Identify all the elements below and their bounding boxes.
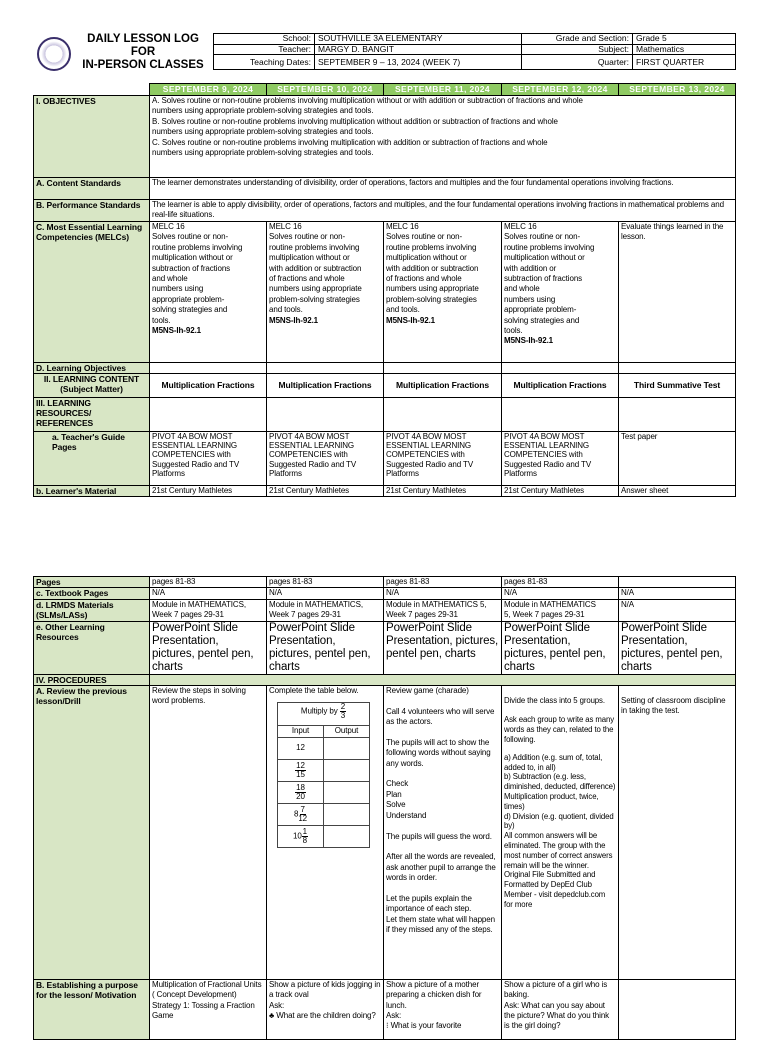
page-title	[72, 33, 214, 72]
dates-label: Teaching Dates:	[214, 55, 315, 70]
resources-label: III. LEARNING RESOURCES/ REFERENCES	[34, 398, 150, 432]
teachers-guide-day3: PIVOT 4A BOW MOST ESSENTIAL LEARNING COMPETENCIES with Suggested Radio and TV Platforms	[384, 432, 502, 486]
melcs-day4	[502, 222, 619, 363]
review-day4-item-2: b) Subtraction (e.g. less, diminished, deducted, difference)	[504, 772, 616, 792]
review-day4-item-3: Multiplication product, twice, times)	[504, 791, 599, 811]
output-row-4	[324, 803, 370, 825]
review-day2-intro: Complete the table below.	[269, 685, 359, 695]
objectives-row	[34, 96, 736, 178]
output-row-1	[324, 737, 370, 759]
content-standards-label: A. Content Standards	[34, 178, 150, 200]
title-line1: DAILY LESSON LOG	[87, 33, 199, 45]
deped-seal	[37, 37, 71, 71]
title-line3: IN-PERSON CLASSES	[82, 59, 204, 71]
melcs-row	[34, 222, 736, 363]
learning-content-day3: Multiplication Fractions	[384, 374, 502, 398]
review-day3: Review game (charade) Call 4 volunteers who will serve as the actors. The pupils will act to show the following words without saying any words. Check Plan Solve Understand The pupils will guess the word. After all the words are revealed, ask another pupil to arrange the words in order. Let the pupils explain the importance of each step. Let them state what will happen if they missed any of the steps.	[384, 685, 502, 979]
day-header-5: SEPTEMBER 13, 2024	[619, 84, 736, 96]
melcs-day2	[267, 222, 384, 363]
other-resources-day1: PowerPoint Slide Presentation, pictures, pentel pen, charts	[150, 621, 267, 674]
textbook-label: c. Textbook Pages	[34, 588, 150, 599]
multiply-table	[277, 702, 370, 847]
objectives-text: A. Solves routine or non-routine problems involving multiplication without or with addition or subtraction of fractions and whole numbers using appropriate problem-solving strategies and tools. B. Solves routine or non-routine problems involving multiplication without addition or subtraction of fractions and whole numbers using appropriate problem-solving strategies and tools. C. Solves routine or non-routine problems involving multiplication with addition or subtraction of fractions and whole numbers using appropriate problem-solving strategies and tools.	[150, 96, 736, 178]
grade-label: Grade and Section:	[522, 34, 633, 45]
lrmds-day2: Module in MATHEMATICS, Week 7 pages 29-31	[267, 599, 384, 621]
output-row-3	[324, 781, 370, 803]
teachers-guide-day4: PIVOT 4A BOW MOST ESSENTIAL LEARNING COMPETENCIES with Suggested Radio and TV Platforms	[502, 432, 619, 486]
col-output: Output	[324, 726, 370, 737]
learning-content-label: II. LEARNING CONTENT (Subject Matter)	[34, 374, 150, 398]
review-day4-outro: All common answers will be eliminated. The group with the most number of correct answers remain will be the winner. Original File Submitted and Formatted by DepEd Club Member - visit depedclub.com for more	[504, 831, 613, 909]
header-info-table	[213, 33, 736, 70]
motivation-day1: Multiplication of Fractional Units ( Concept Development) Strategy 1: Tossing a Fraction Game	[150, 979, 267, 1039]
quarter-value: FIRST QUARTER	[633, 55, 736, 70]
melcs-day1-text: MELC 16 Solves routine or non- routine problems involving multiplication without or subtraction of fractions and whole numbers using appropriate problem- solving strategies and tools.	[152, 222, 243, 325]
melcs-day1	[150, 222, 267, 363]
review-day5-text: Setting of classroom discipline in taking the test.	[621, 695, 726, 716]
procedures-label: IV. PROCEDURES	[34, 674, 150, 685]
motivation-day2: Show a picture of kids jogging in a track oval Ask: ♣ What are the children doing?	[267, 979, 384, 1039]
day-header-1: SEPTEMBER 9, 2024	[150, 84, 267, 96]
school-label: School:	[214, 34, 315, 45]
day-header-row	[34, 84, 736, 96]
input-row-4: 8 $\frac{7}{12}$	[278, 803, 324, 825]
learners-material-label: b. Learner's Material	[34, 486, 150, 497]
multiply-table-title-frac: $\frac{2}{3}$	[340, 702, 346, 721]
title-line2: FOR	[130, 46, 156, 58]
motivation-day4: Show a picture of a girl who is baking. Ask: What can you say about the picture? What do you think is the girl doing?	[502, 979, 619, 1039]
dates-value: SEPTEMBER 9 – 13, 2024 (WEEK 7)	[315, 55, 522, 70]
content-standards-row	[34, 178, 736, 200]
pages-day3: pages 81-83	[384, 577, 502, 588]
performance-standards-text: The learner is able to apply divisibility, order of operations, factors and multiples, and the four fundamental operations involving fractions in mathematical problems and real-life situations.	[150, 200, 736, 222]
learners-material-day2: 21st Century Mathletes	[267, 486, 384, 497]
other-resources-day2: PowerPoint Slide Presentation, pictures, pentel pen, charts	[267, 621, 384, 674]
review-label: A. Review the previous lesson/Drill	[34, 685, 150, 979]
textbook-day3: N/A	[384, 588, 502, 599]
learning-content-day2: Multiplication Fractions	[267, 374, 384, 398]
grade-value: Grade 5	[633, 34, 736, 45]
multiply-table-title	[278, 703, 370, 726]
learners-material-day4: 21st Century Mathletes	[502, 486, 619, 497]
melcs-day5: Evaluate things learned in the lesson.	[619, 222, 736, 363]
subject-label: Subject:	[522, 44, 633, 55]
melcs-day2-text: MELC 16 Solves routine or non- routine problems involving multiplication without or with addition or subtraction of fractions and whole numbers using appropriate problem-solving strategies and tools.	[269, 222, 362, 315]
pages-day1: pages 81-83	[150, 577, 267, 588]
input-row-1: 12	[278, 737, 324, 759]
learners-material-day3: 21st Century Mathletes	[384, 486, 502, 497]
day-header-3: SEPTEMBER 11, 2024	[384, 84, 502, 96]
learning-objectives-row	[34, 363, 736, 374]
melcs-day1-code: M5NS-Ih-92.1	[152, 326, 202, 336]
quarter-label: Quarter:	[522, 55, 633, 70]
review-day4-intro: Divide the class into 5 groups. Ask each group to write as many words as they can, related to the following.	[504, 695, 615, 744]
lesson-table-bottom	[33, 576, 736, 1040]
melcs-day4-code: M5NS-Ih-92.1	[504, 336, 554, 346]
performance-standards-row	[34, 200, 736, 222]
performance-standards-label: B. Performance Standards	[34, 200, 150, 222]
lesson-table-top	[33, 83, 736, 497]
input-row-2: $\frac{12}{15}$	[278, 759, 324, 781]
textbook-day4: N/A	[502, 588, 619, 599]
learning-objectives-label: D. Learning Objectives	[34, 363, 150, 374]
review-day4-item-1: a) Addition (e.g. sum of, total, added to, in all)	[504, 752, 603, 772]
lrmds-label: d. LRMDS Materials (SLMs/LASs)	[34, 599, 150, 621]
resources-row	[34, 398, 736, 432]
lrmds-row	[34, 599, 736, 621]
subject-value: Mathematics	[633, 44, 736, 55]
other-resources-label: e. Other Learning Resources	[34, 621, 150, 674]
learning-content-day5: Third Summative Test	[619, 374, 736, 398]
school-value: SOUTHVILLE 3A ELEMENTARY	[315, 34, 522, 45]
lrmds-day4: Module in MATHEMATICS 5, Week 7 pages 29-31	[502, 599, 619, 621]
procedures-row	[34, 674, 736, 685]
pages-day2: pages 81-83	[267, 577, 384, 588]
learning-content-day1: Multiplication Fractions	[150, 374, 267, 398]
review-day5	[619, 685, 736, 979]
learners-material-row	[34, 486, 736, 497]
learners-material-day1: 21st Century Mathletes	[150, 486, 267, 497]
textbook-day2: N/A	[267, 588, 384, 599]
melcs-day2-code: M5NS-Ih-92.1	[269, 315, 319, 325]
teacher-value: MARGY D. BANGIT	[315, 44, 522, 55]
teachers-guide-day1: PIVOT 4A BOW MOST ESSENTIAL LEARNING COMPETENCIES with Suggested Radio and TV Platforms	[150, 432, 267, 486]
review-day4-item-4: d) Division (e.g. quotient, divided by)	[504, 811, 614, 831]
melcs-day3	[384, 222, 502, 363]
teachers-guide-label: a. Teacher's Guide Pages	[34, 432, 150, 486]
review-day4-list	[504, 753, 616, 831]
lrmds-day1: Module in MATHEMATICS, Week 7 pages 29-31	[150, 599, 267, 621]
teachers-guide-row	[34, 432, 736, 486]
col-input: Input	[278, 726, 324, 737]
review-row	[34, 685, 736, 979]
learning-content-row	[34, 374, 736, 398]
output-row-5	[324, 825, 370, 847]
day-header-2: SEPTEMBER 10, 2024	[267, 84, 384, 96]
output-row-2	[324, 759, 370, 781]
melcs-day3-code: M5NS-Ih-92.1	[386, 315, 436, 325]
teacher-label: Teacher:	[214, 44, 315, 55]
textbook-day1: N/A	[150, 588, 267, 599]
multiply-table-title-text: Multiply by	[300, 706, 338, 716]
review-day4	[502, 685, 619, 979]
content-standards-text: The learner demonstrates understanding of divisibility, order of operations, factors and multiples and the four fundamental operations involving fractions.	[150, 178, 736, 200]
motivation-day3: Show a picture of a mother preparing a chicken dish for lunch. Ask: ⁝ What is your favorite	[384, 979, 502, 1039]
input-row-5: 10 $\frac{1}{8}$	[278, 825, 324, 847]
other-resources-day4: PowerPoint Slide Presentation, pictures, pentel pen, charts	[502, 621, 619, 674]
review-day2	[267, 685, 384, 979]
textbook-row	[34, 588, 736, 599]
motivation-label: B. Establishing a purpose for the lesson/ Motivation	[34, 979, 150, 1039]
teachers-guide-day5: Test paper	[619, 432, 736, 486]
other-resources-row	[34, 621, 736, 674]
learners-material-day5: Answer sheet	[619, 486, 736, 497]
motivation-row	[34, 979, 736, 1039]
objectives-label: I. OBJECTIVES	[34, 96, 150, 178]
melcs-day3-text: MELC 16 Solves routine or non- routine problems involving multiplication without or with addition or subtraction of fractions and whole numbers using appropriate problem-solving strategies and tools.	[386, 222, 479, 315]
input-row-3: $\frac{18}{20}$	[278, 781, 324, 803]
learning-content-day4: Multiplication Fractions	[502, 374, 619, 398]
melcs-label: C. Most Essential Learning Competencies (MELCs)	[34, 222, 150, 363]
lrmds-day5: N/A	[619, 599, 736, 621]
day-header-4: SEPTEMBER 12, 2024	[502, 84, 619, 96]
other-resources-day3: PowerPoint Slide Presentation, pictures, pentel pen, charts	[384, 621, 502, 674]
review-day1: Review the steps in solving word problems.	[150, 685, 267, 979]
other-resources-day5: PowerPoint Slide Presentation, pictures, pentel pen, charts	[619, 621, 736, 674]
pages-row	[34, 577, 736, 588]
textbook-day5: N/A	[619, 588, 736, 599]
lrmds-day3: Module in MATHEMATICS 5, Week 7 pages 29-31	[384, 599, 502, 621]
melcs-day4-text: MELC 16 Solves routine or non- routine problems involving multiplication without or with addition or subtraction of fractions and whole numbers using appropriate problem- solving strategies and tools.	[504, 222, 595, 336]
pages-day4: pages 81-83	[502, 577, 619, 588]
teachers-guide-day2: PIVOT 4A BOW MOST ESSENTIAL LEARNING COMPETENCIES with Suggested Radio and TV Platforms	[267, 432, 384, 486]
pages-label: Pages	[34, 577, 150, 588]
